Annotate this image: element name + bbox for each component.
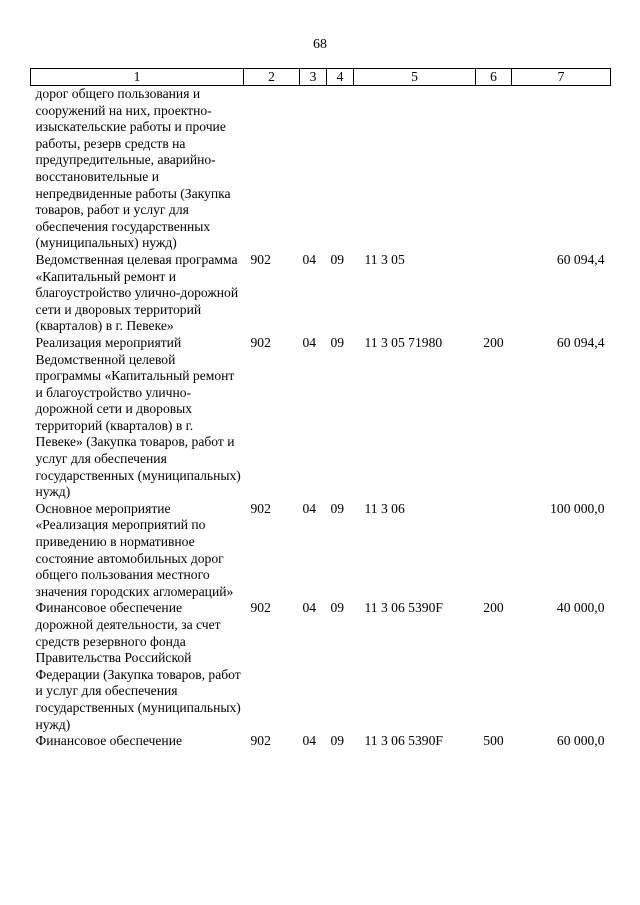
table-row <box>31 733 611 750</box>
table-row <box>31 600 611 733</box>
header-col-7: 7 <box>512 69 611 86</box>
row-expense-type: 200 <box>483 334 504 350</box>
row-subsection: 09 <box>330 600 345 616</box>
row-target-item: 11 3 05 71980 <box>364 334 443 350</box>
row-section: 04 <box>302 733 317 749</box>
row-expense-type: 500 <box>483 733 504 749</box>
row-grbs: 902 <box>250 334 271 350</box>
row-amount: 60 094,4 <box>556 251 605 267</box>
row-subsection <box>327 86 354 252</box>
row-section: 04 <box>302 334 317 350</box>
header-col-2: 2 <box>244 69 300 86</box>
row-amount: 40 000,0 <box>556 600 605 616</box>
row-target-item: 11 3 05 <box>364 251 405 267</box>
budget-table <box>30 68 611 750</box>
row-section: 04 <box>302 500 317 516</box>
page-number: 68 <box>313 37 327 52</box>
table-row <box>31 86 611 252</box>
row-grbs: 902 <box>250 733 271 749</box>
row-section: 04 <box>302 600 317 616</box>
row-grbs: 902 <box>250 251 271 267</box>
row-subsection: 09 <box>330 500 345 516</box>
row-expense-type <box>476 501 512 601</box>
row-target-item: 11 3 06 <box>364 500 405 516</box>
header-col-6: 6 <box>476 69 512 86</box>
row-amount: 60 094,4 <box>556 334 605 350</box>
row-expense-type <box>476 252 512 335</box>
table-row <box>31 252 611 335</box>
header-col-3: 3 <box>300 69 327 86</box>
row-section <box>300 86 327 252</box>
row-target-item: 11 3 06 5390F <box>364 600 443 616</box>
row-amount: 100 000,0 <box>550 500 605 516</box>
row-amount <box>512 86 611 252</box>
table-row <box>31 335 611 501</box>
row-expense-type <box>476 86 512 252</box>
row-name: Ведомственная целевая программа «Капитальный ремонт и благоустройство улично-дорожной сети и дворовых территорий (кварталов) в г. Певеке» <box>35 251 239 334</box>
row-grbs <box>244 86 300 252</box>
row-amount: 60 000,0 <box>556 733 605 749</box>
table-header <box>31 69 611 86</box>
row-grbs: 902 <box>250 500 271 516</box>
row-subsection: 09 <box>330 733 345 749</box>
row-name: Реализация мероприятий Ведомственной целевой программы «Капитальный ремонт и благоустройство улично-дорожной сети и дворовых территорий (кварталов) в г. Певеке» (Закупка товаров, работ и услуг для обеспечения государственных (муниципальных) нужд) <box>35 334 241 500</box>
header-row <box>31 69 611 86</box>
row-name: Финансовое обеспечение дорожной деятельности, за счет средств резервного фонда Правительства Российской Федерации (Закупка товаров, работ и услуг для обеспечения государственных (муниципальных) нужд) <box>35 600 241 732</box>
row-target-item: 11 3 06 5390F <box>364 733 443 749</box>
row-name: Основное мероприятие «Реализация мероприятий по приведению в нормативное состояние автомобильных дорог общего пользования местного значения городских агломераций» <box>35 500 234 599</box>
header-col-5: 5 <box>354 69 476 86</box>
row-grbs: 902 <box>250 600 271 616</box>
table-body <box>31 86 611 750</box>
table-row <box>31 501 611 601</box>
row-name: дорог общего пользования и сооружений на них, проектно-изыскательские работы и прочие работы, резерв средств на предупредительные, аварийно-восстановительные и непредвиденные работы (Закупка товаров, работ и услуг для обеспечения государственных (муниципальных) нужд) <box>35 86 231 251</box>
header-col-1: 1 <box>31 69 244 86</box>
row-subsection: 09 <box>330 334 345 350</box>
header-col-4: 4 <box>327 69 354 86</box>
row-target-item <box>354 86 476 252</box>
row-section: 04 <box>302 251 317 267</box>
row-expense-type: 200 <box>483 600 504 616</box>
row-name: Финансовое обеспечение <box>35 733 183 749</box>
row-subsection: 09 <box>330 251 345 267</box>
